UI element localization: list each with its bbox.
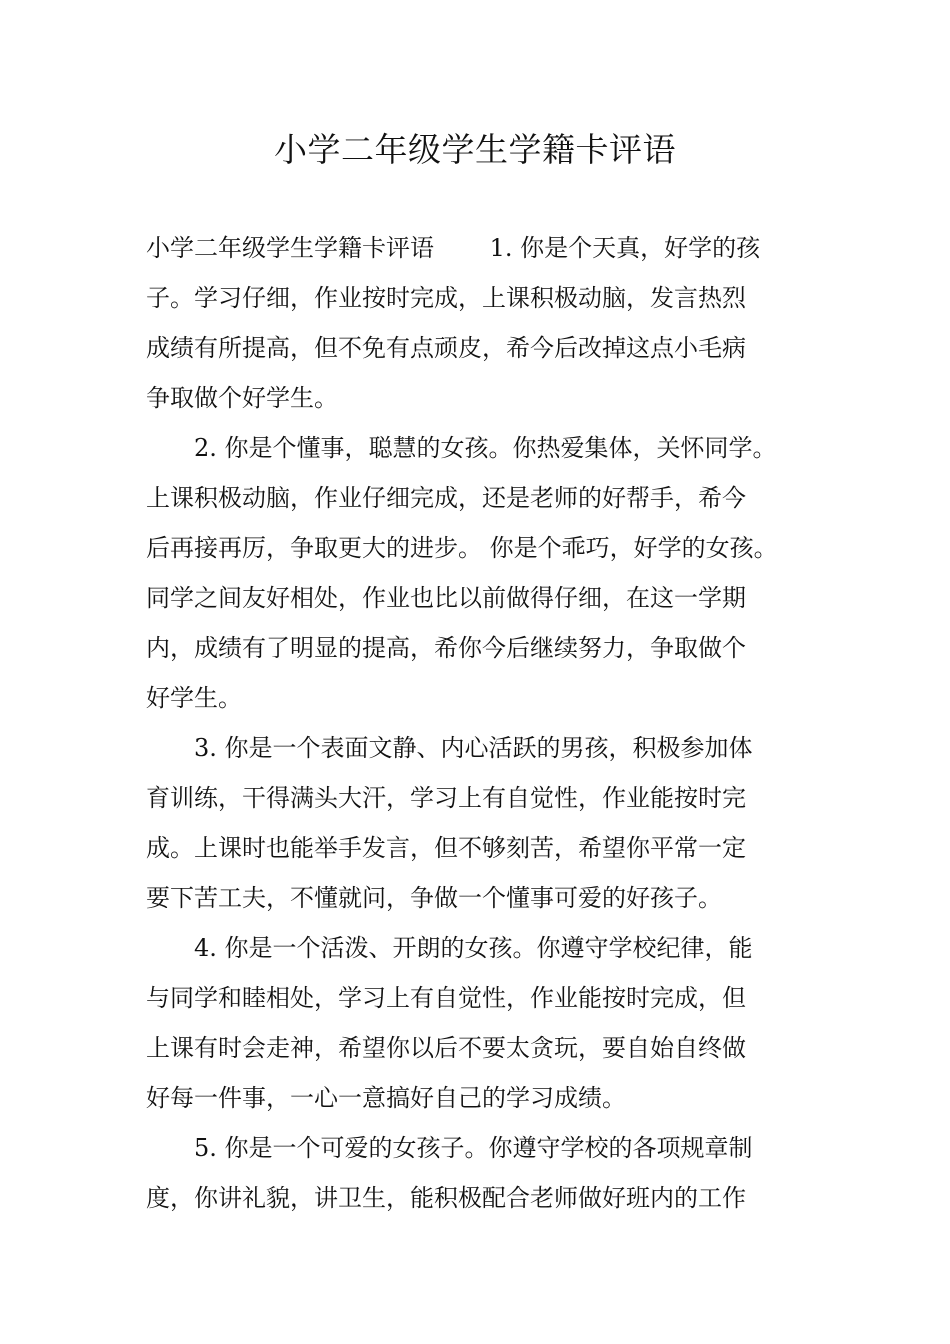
text-line: 好学生。 (146, 684, 242, 712)
text-line: 要下苦工夫，不懂就问，争做一个懂事可爱的好孩子。 (146, 884, 722, 912)
text-line: 内，成绩有了明显的提高，希你今后继续努力，争取做个 (146, 634, 746, 662)
text-line: 5. 你是一个可爱的女孩子。你遵守学校的各项规章制 (146, 1134, 753, 1162)
text-line: 3. 你是一个表面文静、内心活跃的男孩，积极参加体 (146, 734, 753, 762)
text-line: 成。上课时也能举手发言，但不够刻苦，希望你平常一定 (146, 834, 746, 862)
text-line: 后再接再厉，争取更大的进步。 你是个乖巧，好学的女孩。 (146, 534, 778, 562)
text-line: 上课积极动脑，作业仔细完成，还是老师的好帮手，希今 (146, 484, 746, 512)
document-title: 小学二年级学生学籍卡评语 (274, 130, 676, 169)
text-line: 上课有时会走神，希望你以后不要太贪玩，要自始自终做 (146, 1034, 746, 1062)
text-line: 2. 你是个懂事，聪慧的女孩。你热爱集体，关怀同学。 (146, 434, 777, 462)
text-line: 4. 你是一个活泼、开朗的女孩。你遵守学校纪律，能 (146, 934, 753, 962)
text-line: 与同学和睦相处，学习上有自觉性，作业能按时完成，但 (146, 984, 746, 1012)
text-line: 度，你讲礼貌，讲卫生，能积极配合老师做好班内的工作 (146, 1184, 746, 1212)
text-line: 小学二年级学生学籍卡评语 1. 你是个天真，好学的孩 (146, 234, 761, 262)
text-line: 成绩有所提高，但不免有点顽皮，希今后改掉这点小毛病 (146, 334, 746, 362)
text-line: 子。学习仔细，作业按时完成，上课积极动脑，发言热烈 (146, 284, 746, 312)
text-line: 同学之间友好相处，作业也比以前做得仔细，在这一学期 (146, 584, 746, 612)
text-line: 好每一件事，一心一意搞好自己的学习成绩。 (146, 1084, 626, 1112)
text-line: 争取做个好学生。 (146, 384, 338, 412)
text-line: 育训练，干得满头大汗，学习上有自觉性，作业能按时完 (146, 784, 746, 812)
